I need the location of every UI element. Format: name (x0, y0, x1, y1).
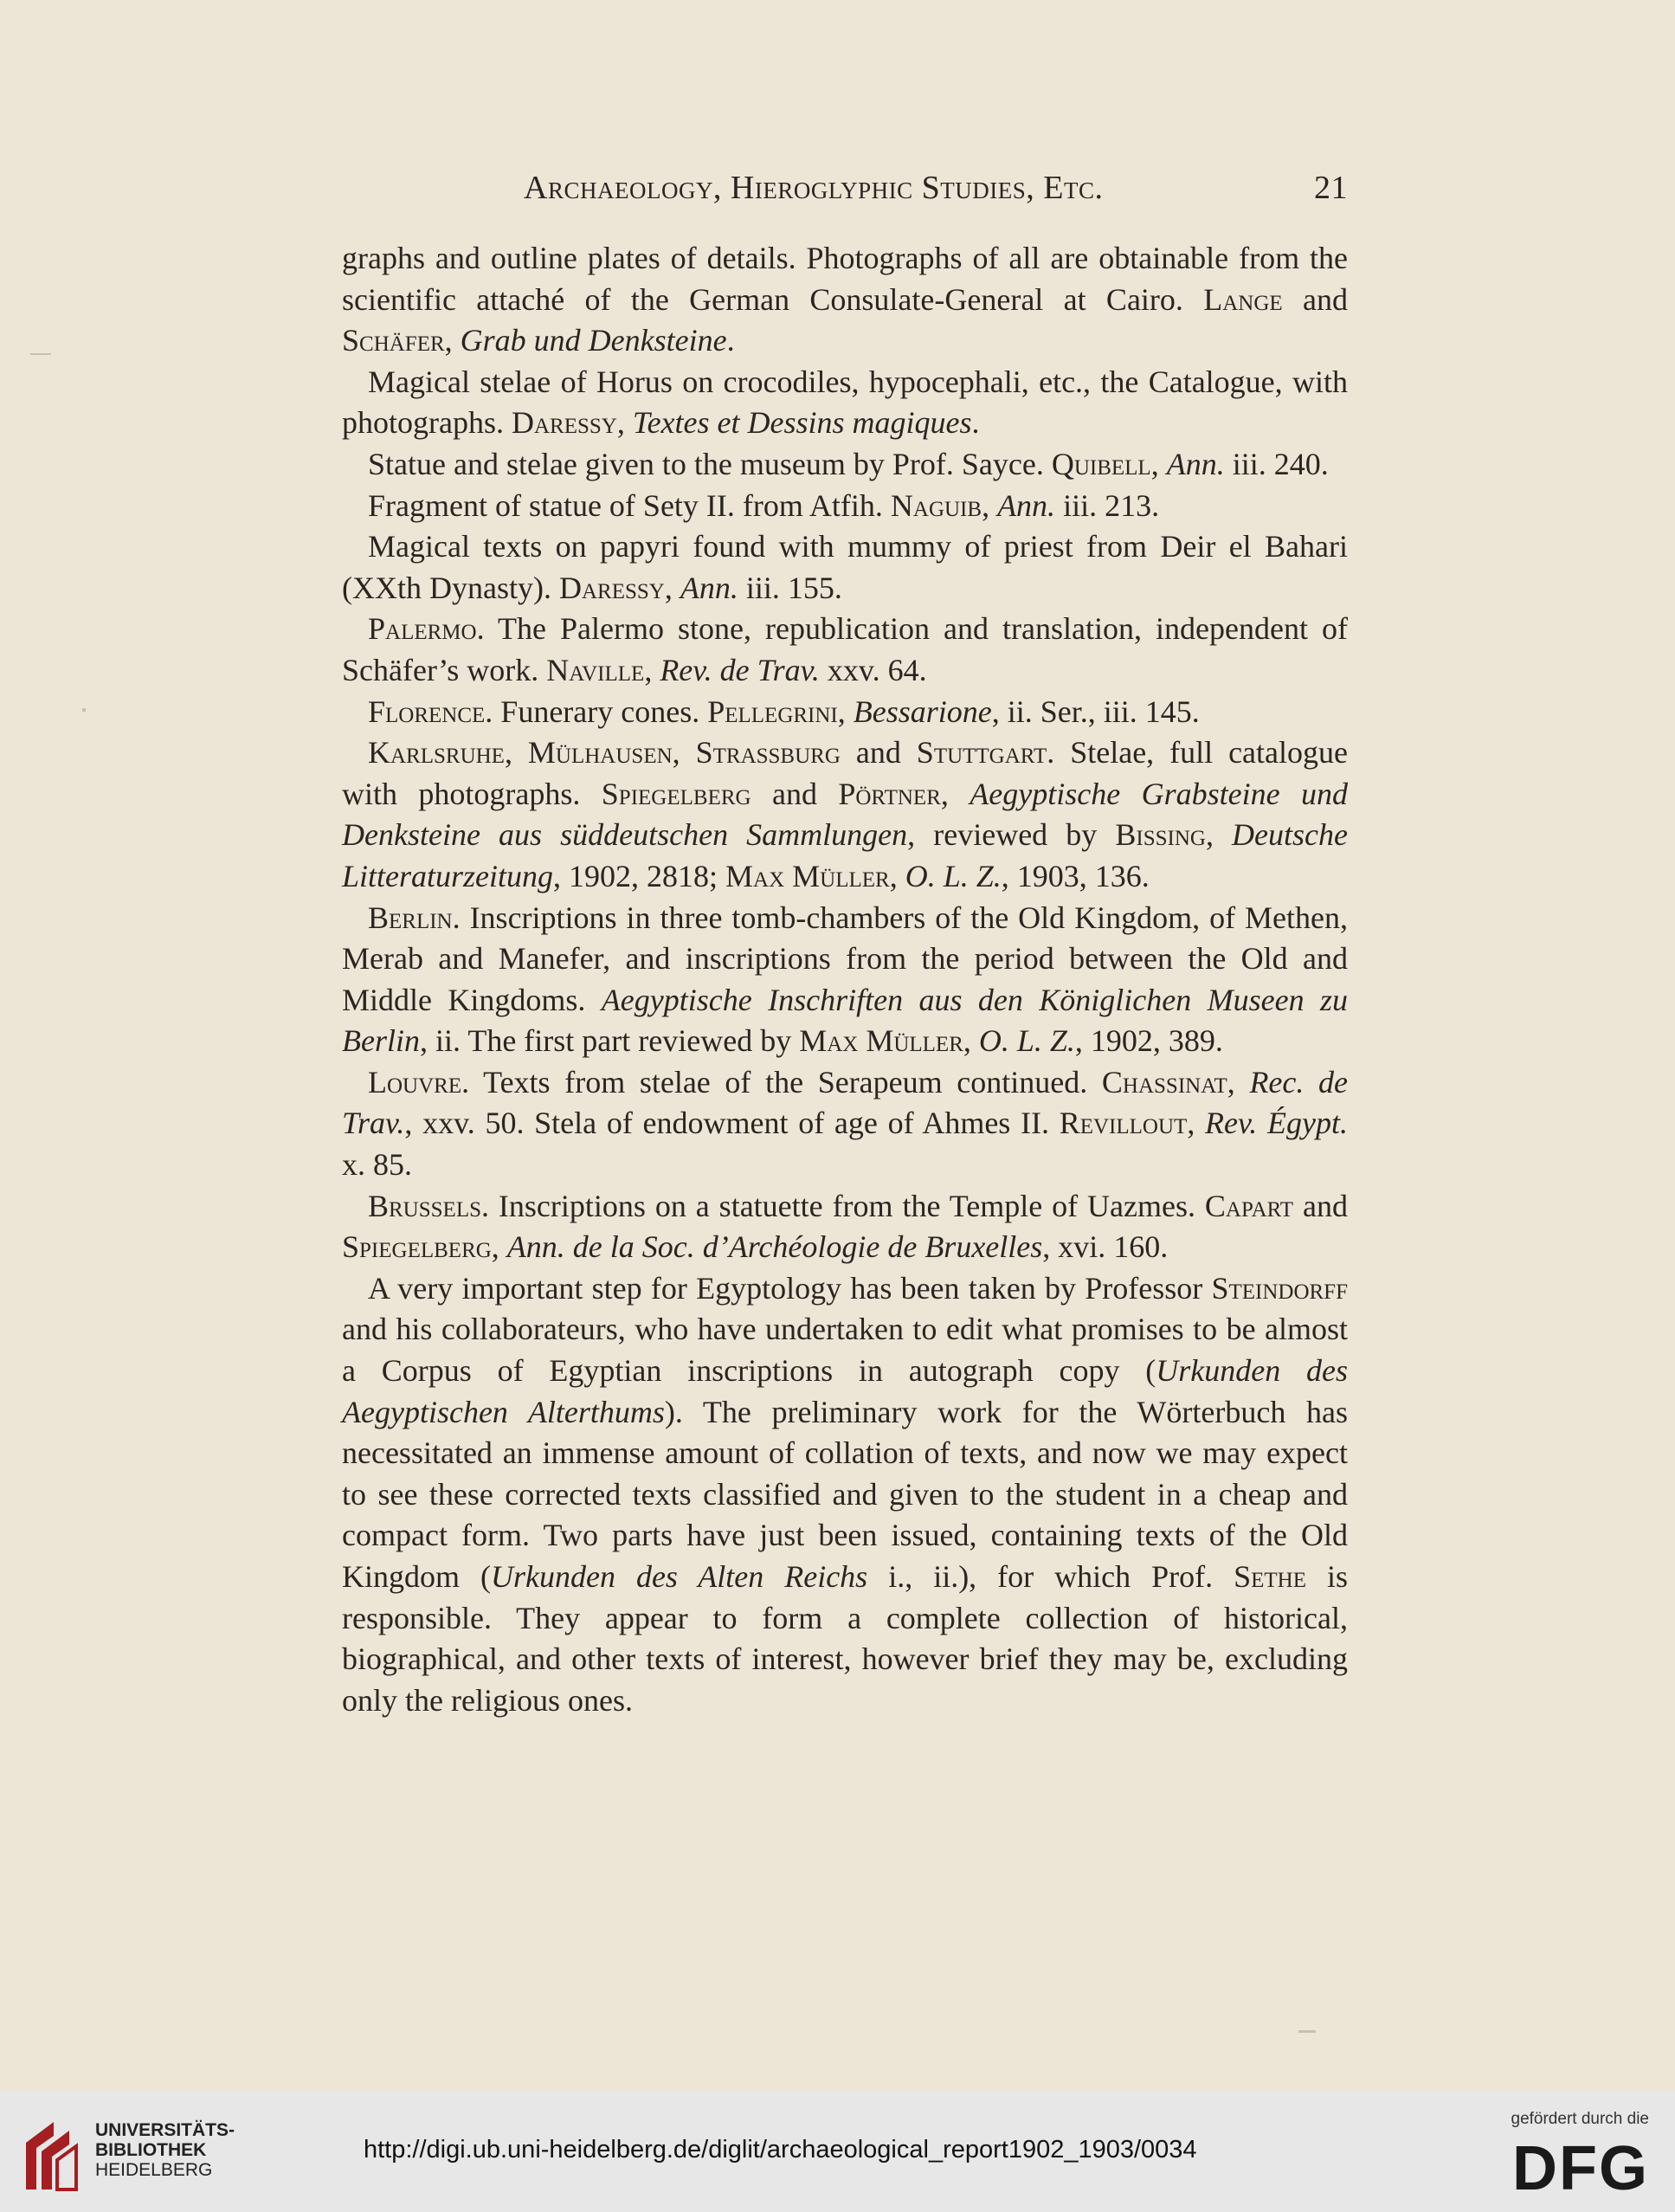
page-speck (30, 353, 51, 355)
text-run: , (1150, 446, 1167, 481)
small-caps-name: Brussels (368, 1188, 481, 1223)
text-run: , ii. Ser., iii. 145. (991, 693, 1200, 729)
small-caps-name: Quibell (1051, 446, 1151, 481)
text-run: . The Palermo stone, republication and translation, independent of Schäfer’s work. (342, 611, 1348, 687)
small-caps-name: Revillout (1059, 1106, 1188, 1141)
small-caps-name: Daressy (558, 570, 665, 605)
italic-title: Ann. de la Soc. d’Archéologie de Bruxelles (506, 1229, 1043, 1265)
text-run: , 1902, 389. (1074, 1023, 1223, 1059)
text-run: iii. 155. (738, 570, 842, 605)
text-run: xxv. 64. (819, 652, 927, 687)
text-run: graphs and outline plates of details. Photographs of all are obtainable from the scientific attaché of the German Consulate-General at Cairo. (342, 241, 1348, 317)
running-header-title: Archaeology, Hieroglyphic Studies, Etc. (524, 170, 1104, 206)
text-run: , (491, 1229, 507, 1265)
text-run: , (1227, 1064, 1250, 1100)
italic-title: O. L. Z. (978, 1023, 1075, 1059)
dfg-logo: DFG (1512, 2134, 1649, 2203)
paragraph (342, 238, 1348, 362)
running-header (342, 169, 1348, 221)
text-run: and (1293, 1188, 1349, 1223)
text-run: and (751, 776, 839, 811)
text-run: iii. 240. (1224, 446, 1329, 481)
text-run: . Funerary cones. (485, 693, 708, 729)
small-caps-name: Pellegrini (707, 693, 838, 729)
text-run: , xvi. 160. (1042, 1229, 1169, 1265)
paragraph (342, 362, 1348, 444)
italic-title: Rev. de Trav. (660, 652, 820, 687)
text-run: . Stelae, full catalogue with photographs. (342, 735, 1348, 811)
library-name-line3: HEIDELBERG (95, 2160, 213, 2180)
paragraph (342, 898, 1348, 1062)
text-run: , (1205, 817, 1233, 853)
permalink-url[interactable]: http://digi.ub.uni-heidelberg.de/diglit/archaeological_report1902_1903/0034 (364, 2136, 1197, 2164)
small-caps-name: Stuttgart (916, 735, 1047, 771)
library-name-line1: UNIVERSITÄTS- (95, 2120, 235, 2140)
small-caps-name: Spiegelberg (601, 776, 751, 811)
small-caps-name: Capart (1204, 1188, 1294, 1223)
text-run: , (837, 693, 854, 729)
text-run: , (940, 776, 970, 811)
paragraph (342, 692, 1348, 733)
italic-title: Aegyptische Inschriften aus den Königlichen Museen zu Berlin (342, 982, 1348, 1059)
small-caps-name: Sethe (1234, 1559, 1306, 1594)
italic-title: Urkunden des Alten Reichs (490, 1559, 868, 1594)
italic-title: Textes et Dessins magiques (632, 405, 972, 441)
italic-title: O. L. Z. (905, 858, 1002, 893)
page-number: 21 (1314, 170, 1348, 206)
small-caps-name: Pörtner (838, 776, 941, 811)
library-name (95, 2120, 235, 2180)
italic-title: Urkunden des Aegyptischen Alterthums (342, 1353, 1349, 1429)
text-run: Magical stelae of Horus on crocodiles, hypocephali, etc., the Catalogue, with photographs. (342, 364, 1348, 441)
text-run: , (616, 405, 633, 441)
italic-title: Aegyptische Grabsteine und Denksteine aus süddeutschen Sammlungen (342, 776, 1348, 853)
text-run: , (644, 652, 660, 687)
text-run: . Inscriptions in three tomb-chambers of the Old Kingdom, of Methen, Merab and Manefer, and inscriptions from the period between the Old and Middle Kingdoms. (342, 900, 1348, 1017)
paragraph (342, 1268, 1348, 1722)
small-caps-name: Palermo (368, 611, 477, 647)
small-caps-name: Louvre (368, 1064, 462, 1100)
small-caps-name: Lange (1203, 281, 1283, 317)
paragraph (342, 609, 1348, 691)
italic-title: Ann. (680, 570, 738, 605)
text-run: , (982, 487, 998, 523)
small-caps-name: Florence (368, 693, 486, 729)
text-run: i., ii.), for which Prof. (867, 1559, 1234, 1594)
body-text (342, 238, 1348, 1721)
small-caps-name: Berlin (368, 900, 453, 935)
page-speck (1298, 2030, 1316, 2033)
text-run: and (840, 735, 917, 771)
text-run: , ii. The first part reviewed by (419, 1023, 800, 1059)
text-run: . (971, 405, 980, 441)
italic-title: Ann. (1166, 446, 1225, 481)
text-run: and (1282, 281, 1348, 317)
text-run: , 1902, 2818; (553, 858, 726, 893)
text-run: , 1903, 136. (1001, 858, 1150, 893)
text-run: A very important step for Egyptology has been taken by Professor (368, 1270, 1212, 1306)
text-run: , (664, 570, 680, 605)
text-run: and his collaborateurs, who have undertaken to edit what promises to be almost a Corpus of Egyptian inscriptions in autograph copy ( (342, 1312, 1348, 1389)
small-caps-name: Spiegelberg (342, 1229, 492, 1265)
italic-title: Bessarione (853, 693, 992, 729)
text-run: is responsible. They appear to form a complete collection of historical, biographical, and other texts of interest, however brief they may be, excluding only the religious ones. (342, 1559, 1349, 1718)
paragraph (342, 444, 1348, 486)
page-speck (82, 708, 86, 712)
text-run: , (889, 858, 905, 893)
small-caps-name: Schäfer (342, 323, 445, 358)
text-run: x. 85. (342, 1147, 412, 1183)
paragraph (342, 486, 1348, 527)
italic-title: Deutsche Litteraturzeitung (342, 817, 1348, 893)
small-caps-name: Daressy (511, 405, 617, 441)
digitization-footer (0, 2091, 1675, 2212)
small-caps-name: Naguib (890, 487, 982, 523)
funding-caption: gefördert durch die (1511, 2110, 1649, 2128)
text-run: . Texts from stelae of the Serapeum continued. (461, 1064, 1102, 1100)
small-caps-name: Max Müller (725, 858, 890, 893)
text-run: Statue and stelae given to the museum by Prof. Sayce. (368, 446, 1052, 481)
text-run: . Inscriptions on a statuette from the Temple of Uazmes. (481, 1188, 1205, 1223)
paragraph (342, 1186, 1348, 1268)
library-name-line2: BIBLIOTHEK (95, 2140, 207, 2160)
text-run: Fragment of statue of Sety II. from Atfih. (368, 487, 891, 523)
text-run: , reviewed by (907, 817, 1116, 853)
italic-title: Ann. (997, 487, 1056, 523)
text-run: , (1187, 1106, 1206, 1141)
italic-title: Grab und Denksteine (460, 323, 727, 358)
text-run: , xxv. 50. Stela of endowment of age of Ahmes II. (404, 1106, 1060, 1141)
paragraph (342, 1062, 1348, 1186)
paragraph (342, 526, 1348, 609)
small-caps-name: Naville (546, 652, 645, 687)
text-run: , (444, 323, 461, 358)
text-run: , (963, 1023, 979, 1059)
text-run: Magical texts on papyri found with mummy of priest from Deir el Bahari (XXth Dynasty). (342, 529, 1348, 605)
italic-title: Rev. Égypt. (1205, 1106, 1348, 1141)
italic-title: Rec. de Trav. (342, 1064, 1349, 1141)
small-caps-name: Karlsruhe, Mülhausen, Strassburg (368, 735, 841, 771)
text-run: iii. 213. (1055, 487, 1160, 523)
small-caps-name: Steindorff (1211, 1270, 1348, 1306)
small-caps-name: Max Müller (799, 1023, 963, 1059)
text-run: ). The preliminary work for the Wörterbuch has necessitated an immense amount of collation of texts, and now we may expect to see these corrected texts classified and given to the student in a cheap and compact form. Two parts have just been issued, containing texts of the Old Kingdom ( (342, 1394, 1348, 1594)
university-library-logo (17, 2117, 80, 2196)
paragraph (342, 732, 1348, 897)
small-caps-name: Bissing (1115, 817, 1206, 853)
small-caps-name: Chassinat (1101, 1064, 1227, 1100)
text-run: . (726, 323, 735, 358)
